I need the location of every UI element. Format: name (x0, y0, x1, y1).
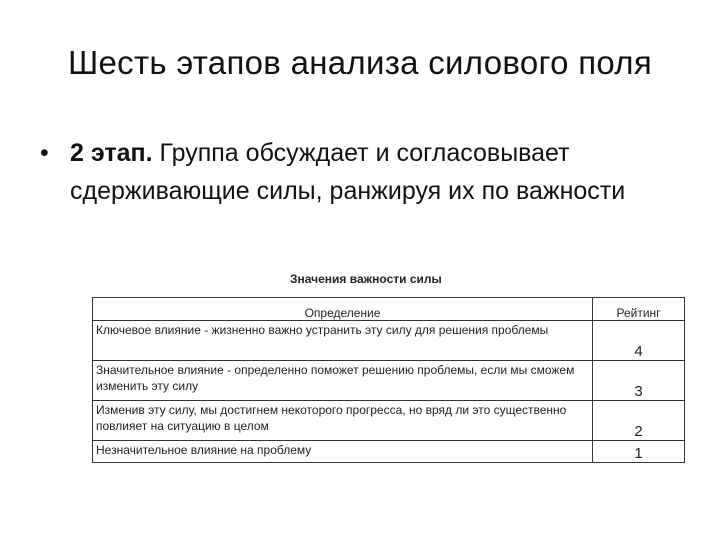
definition-cell: Незначительное влияние на проблему (93, 441, 593, 463)
rating-cell: 3 (593, 361, 685, 401)
bullet-marker: • (40, 139, 49, 167)
bullet-list (40, 134, 680, 210)
table-row (93, 321, 685, 361)
bullet-bold-label: 2 этап. (70, 139, 153, 167)
table-header-row (93, 298, 685, 321)
column-header-definition: Определение (93, 298, 593, 321)
rating-cell: 1 (593, 441, 685, 463)
slide-title: Шесть этапов анализа силового поля (67, 44, 653, 81)
bullet-text (70, 134, 680, 210)
table-caption: Значения важности силы (290, 272, 442, 286)
table-row (93, 441, 685, 463)
table-row (93, 401, 685, 441)
rating-cell: 2 (593, 401, 685, 441)
bullet-item (40, 134, 680, 210)
bullet-body: Группа обсуждает и согласовывает сдерживающие силы, ранжируя их по важности (70, 139, 626, 205)
table-row (93, 361, 685, 401)
rating-cell: 4 (593, 321, 685, 361)
definition-cell: Изменив эту силу, мы достигнем некоторого прогресса, но вряд ли это существенно повлияет на ситуацию в целом (93, 401, 593, 441)
rating-table (92, 297, 685, 463)
column-header-rating: Рейтинг (593, 298, 685, 321)
definition-cell: Ключевое влияние - жизненно важно устранить эту силу для решения проблемы (93, 321, 593, 361)
definition-cell: Значительное влияние - определенно поможет решению проблемы, если мы сможем изменить эту силу (93, 361, 593, 401)
